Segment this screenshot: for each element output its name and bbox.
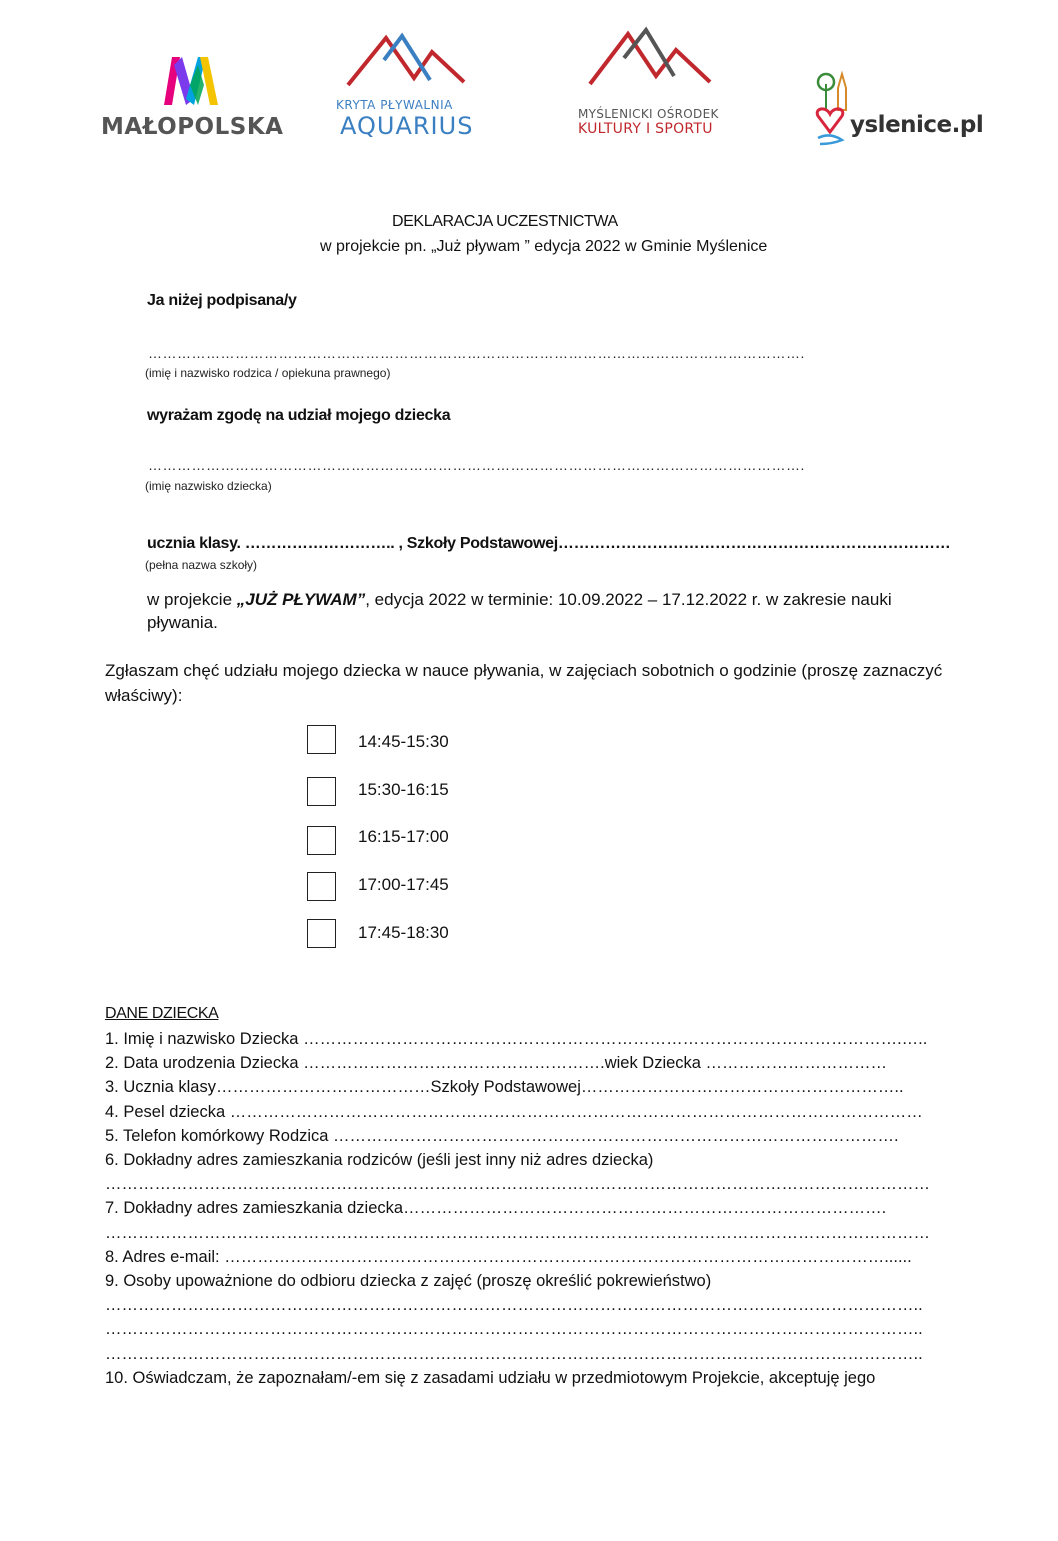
parent-name-hint: (imię i nazwisko rodzica / opiekuna prawnego) xyxy=(145,366,391,380)
malopolska-text: MAŁOPOLSKA xyxy=(101,114,284,140)
slot-label: 17:45-18:30 xyxy=(358,923,449,942)
child-data-line[interactable]: 3. Ucznia klasy…………………………………Szkoły Podstawowej………………………………………………….. xyxy=(105,1078,904,1097)
aquarius-mountain-icon xyxy=(344,30,469,90)
slot-label: 16:15-17:00 xyxy=(358,827,449,846)
child-name-field[interactable]: ………………………………………………………………………………………………………………………. xyxy=(148,457,805,473)
mosir-line2: KULTURY I SPORTU xyxy=(578,121,713,137)
child-data-line[interactable]: ………………………………………………………………………………………………………………………………….. xyxy=(105,1344,923,1363)
mosir-line1: MYŚLENICKI OŚRODEK xyxy=(578,107,719,121)
intro-line2: właściwy): xyxy=(105,686,183,705)
project-name: „JUŻ PŁYWAM” xyxy=(236,590,366,609)
page-title: DEKLARACJA UCZESTNICTWA xyxy=(392,213,618,230)
aquarius-line1: KRYTA PŁYWALNIA xyxy=(336,98,453,112)
child-data-line[interactable]: 2. Data urodzenia Dziecka ……………………………………………….wiek Dziecka …………………………… xyxy=(105,1054,888,1073)
slot-checkbox[interactable] xyxy=(307,919,336,948)
school-line[interactable]: ucznia klasy. ……………………….. , Szkoły Podstawowej………………………………………………………………… xyxy=(147,535,951,552)
intro-line1: Zgłaszam chęć udziału mojego dziecka w nauce pływania, w zajęciach sobotnich o godzinie (proszę zaznaczyć xyxy=(105,661,943,680)
slot-checkbox[interactable] xyxy=(307,826,336,855)
parent-name-field[interactable]: ………………………………………………………………………………………………………………………. xyxy=(148,345,805,361)
child-data-line[interactable]: 6. Dokładny adres zamieszkania rodziców (jeśli jest inny niż adres dziecka) xyxy=(105,1151,654,1170)
project-prefix: w projekcie xyxy=(147,590,237,609)
project-rest: , edycja 2022 w terminie: 10.09.2022 – 17.12.2022 r. w zakresie nauki xyxy=(365,590,892,609)
mosir-mountain-icon xyxy=(586,24,714,90)
child-data-header: DANE DZIECKA xyxy=(105,1005,219,1022)
slot-checkbox[interactable] xyxy=(307,872,336,901)
child-data-line[interactable]: 9. Osoby upoważnione do odbioru dziecka z zajęć (proszę określić pokrewieństwo) xyxy=(105,1272,712,1291)
parent-label: Ja niżej podpisana/y xyxy=(147,292,297,309)
child-data-line[interactable]: 1. Imię i nazwisko Dziecka ……………………………………………………………………………………………….….. xyxy=(105,1030,928,1048)
child-data-list xyxy=(105,1027,930,1390)
school-hint: (pełna nazwa szkoły) xyxy=(145,558,258,572)
child-data-line[interactable]: 7. Dokładny adres zamieszkania dziecka……………………………………………………………………………. xyxy=(105,1199,887,1218)
child-data-line[interactable]: 8. Adres e-mail: …………………………………………………………………………………………………………...... xyxy=(105,1247,912,1266)
slot-label: 17:00-17:45 xyxy=(358,875,449,894)
malopolska-m-icon xyxy=(160,55,222,107)
slot-label: 14:45-15:30 xyxy=(358,732,449,751)
child-data-line[interactable]: ………………………………………………………………………………………………………………………………….. xyxy=(105,1320,923,1339)
myslenice-text: yslenice.pl xyxy=(850,112,984,138)
child-data-line[interactable]: ………………………………………………………………………………………………………………………………….. xyxy=(105,1296,923,1315)
slot-checkbox[interactable] xyxy=(307,725,336,754)
child-data-line[interactable]: 5. Telefon komórkowy Rodzica …………………………………………………………………………………………. xyxy=(105,1126,899,1145)
project-line1 xyxy=(147,590,892,610)
child-data-line: 10. Oświadczam, że zapoznałam/-em się z zasadami udziału w przedmiotowym Projekcie, akceptuję jego xyxy=(105,1368,876,1387)
consent-label: wyrażam zgodę na udział mojego dziecka xyxy=(147,407,451,424)
child-data-line[interactable]: 4. Pesel dziecka ……………………………………………………………………………………………………………… xyxy=(105,1102,923,1121)
project-line2: pływania. xyxy=(147,613,218,632)
aquarius-line2: AQUARIUS xyxy=(340,112,474,140)
slot-checkbox[interactable] xyxy=(307,777,336,806)
page-subtitle: w projekcie pn. „Już pływam ” edycja 2022 w Gminie Myślenice xyxy=(320,238,768,255)
slot-label: 15:30-16:15 xyxy=(358,780,449,799)
child-data-line[interactable]: …………………………………………………………………………………………………………………………………… xyxy=(105,1223,930,1242)
myslenice-heart-tree-icon xyxy=(812,70,858,150)
child-data-line[interactable]: …………………………………………………………………………………………………………………………………… xyxy=(105,1175,930,1194)
child-name-hint: (imię nazwisko dziecka) xyxy=(145,479,272,493)
